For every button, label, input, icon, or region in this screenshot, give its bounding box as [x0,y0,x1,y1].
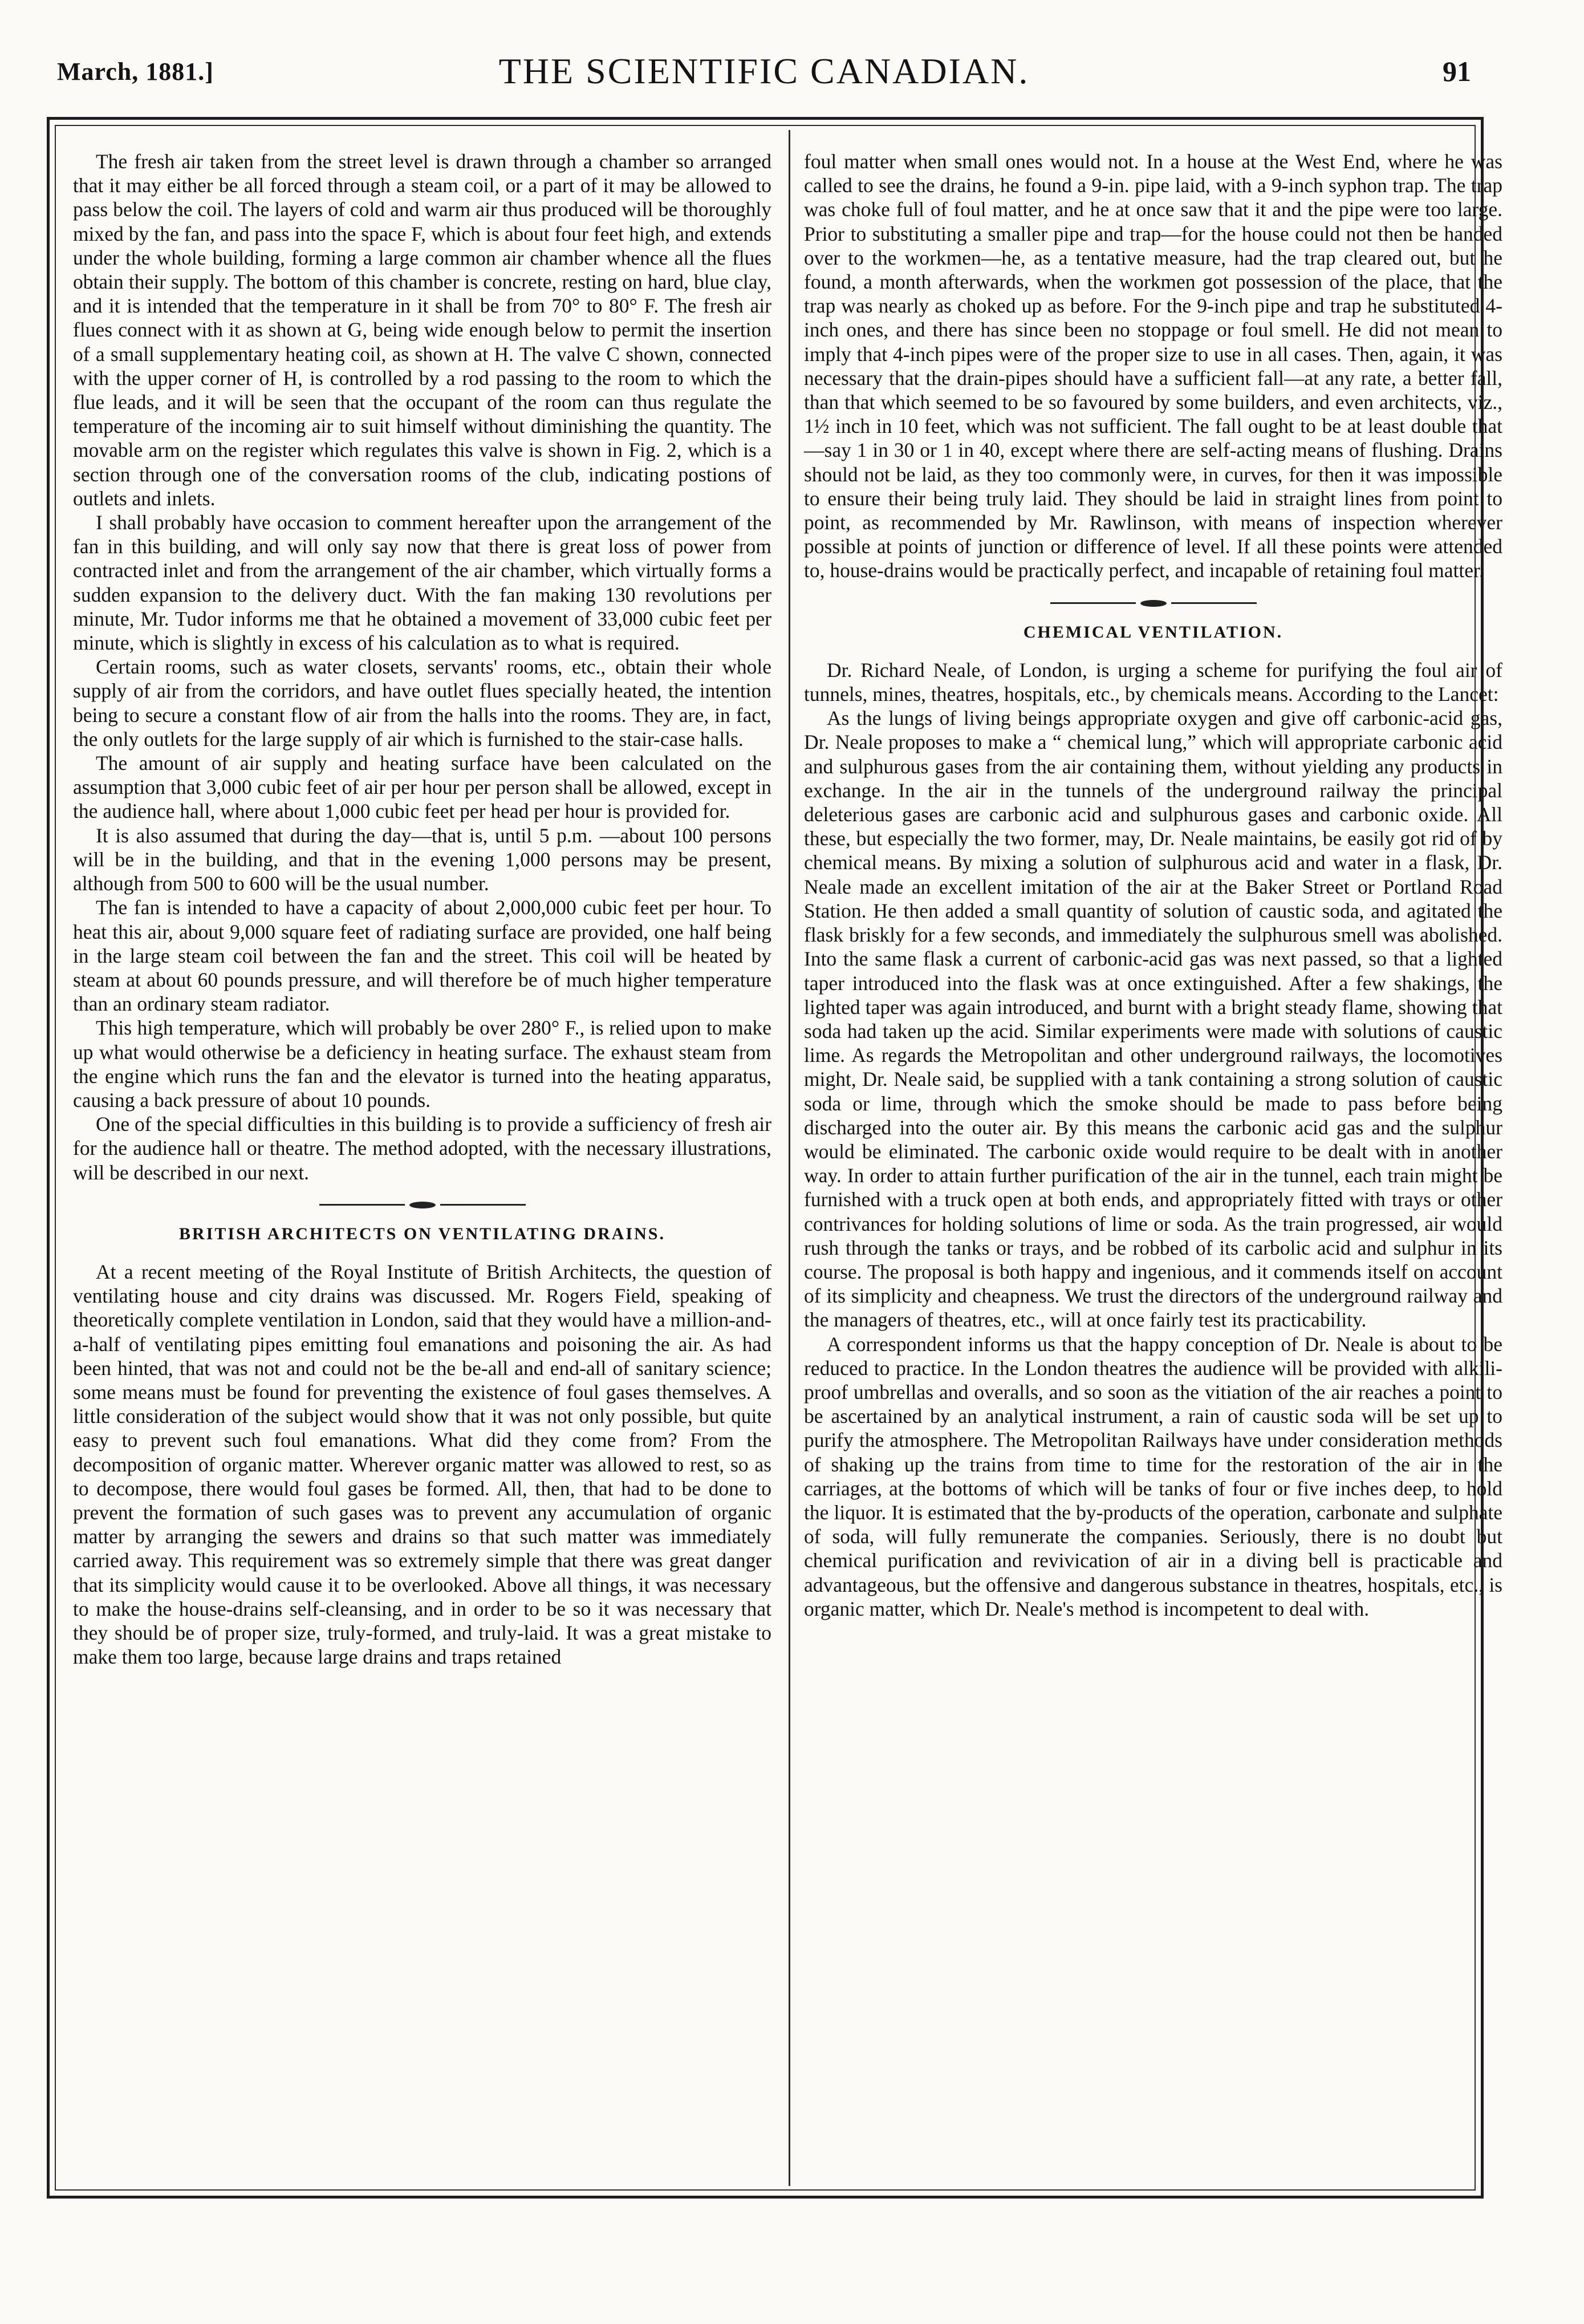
paragraph: The fan is intended to have a capacity of about 2,000,000 cubic feet per hour. To heat this air, about 9,000 square feet of radiating surface are provided, one half being in the large steam coil between the fan and the street. This coil will be heated by steam at about 60 pounds pressure, and will therefore be of much higher temperature than an ordinary steam radiator. [73,896,771,1016]
paragraph: As the lungs of living beings appropriate oxygen and give off carbonic-acid gas, Dr. Neale proposes to make a “ chemical lung,” which will appropriate carbonic acid and sulphurous gases from the air containing them, without yielding any products in exchange. In the air in the tunnels of the underground railway the principal deleterious gases are carbonic acid and sulphurous gases and carbonic oxide. All these, but especially the two former, may, Dr. Neale maintains, be easily got rid of by chemical means. By mixing a solution of sulphurous acid and water in a flask, Dr. Neale made an excellent imitation of the air at the Baker Street or Portland Road Station. He then added a small quantity of solution of caustic soda, and agitated the flask briskly for a few seconds, and immediately the sulphurous smell was abolished. Into the same flask a current of carbonic-acid gas was next passed, so that a lighted taper introduced into the flask was at once extinguished. After a few shakings, the lighted taper was again introduced, and burnt with a bright steady flame, showing that soda had taken up the acid. Similar experiments were made with solutions of caustic lime. As regards the Metropolitan and other underground railways, the locomotives might, Dr. Neale said, be supplied with a tank containing a strong solution of caustic soda or lime, through which the smoke should be made to pass before being discharged into the outer air. By this means the carbonic acid gas and the sulphur would be eliminated. The carbonic oxide would require to be dealt with in another way. In order to attain further purification of the air in the tunnel, each train might be furnished with a truck open at both ends, and appropriately fitted with trays or other contrivances for holding solutions of lime or soda. As the train progressed, air would rush through the tanks or trays, and be robbed of its carbolic acid and sulphur in its course. The proposal is both happy and ingenious, and it commends itself on account of its simplicity and cheapness. We trust the directors of the underground railway and the managers of theatres, etc., will at once fairly test its practicability. [804,707,1502,1332]
ornament-rule [1171,602,1257,604]
paragraph: Certain rooms, such as water closets, servants' rooms, etc., obtain their whole supply of air from the corridors, and have outlet flues specially heated, the intention being to secure a constant flow of air from the halls into the rooms. They are, in fact, the only outlets for the large supply of air which is furnished to the stair-case halls. [73,655,771,751]
ornament-rule [1050,602,1136,604]
publication-title: THE SCIENTIFIC CANADIAN. [498,51,1030,91]
ornament-rule [319,1204,405,1206]
ornament-center [1140,600,1167,607]
paragraph: One of the special difficulties in this building is to provide a sufficiency of fresh air for the audience hall or theatre. The method adopted, with the necessary illustrations, will be described in our next. [73,1113,771,1184]
paragraph: This high temperature, which will probably be over 280° F., is relied upon to make up what would otherwise be a deficiency in heating surface. The exhaust steam from the engine which runs the fan and the elevator is turned into the heating apparatus, causing a back pressure of about 10 pounds. [73,1016,771,1112]
paragraph: The amount of air supply and heating surface have been calculated on the assumption that 3,000 cubic feet of air per hour per person shall be allowed, except in the audience hall, where about 1,000 cubic feet per head per hour is provided for. [73,752,771,823]
ornament-rule [440,1204,526,1206]
column-divider [789,130,790,2186]
paragraph: At a recent meeting of the Royal Institute of British Architects, the question of ventilating house and city drains was discussed. Mr. Rogers Field, speaking of theoretically complete ventilation in London, said that they would have a million-and-a-half of ventilating pipes emitting foul emanations and poisoning the air. As had been hinted, that was not and could not be the be-all and end-all of sanitary science; some means must be found for preventing the existence of foul gases themselves. A little consideration of the subject would show that it was not only possible, but quite easy to prevent such foul emanations. What did they come from? From the decomposition of organic matter. Wherever organic matter was allowed to rest, so as to decompose, there would foul gases be formed. All, then, that had to be done to prevent the formation of such gases was to prevent any accumulation of organic matter by arranging the sewers and drains so that such matter was immediately carried away. This requirement was so extremely simple that there was great danger that its simplicity would cause it to be overlooked. Above all things, it was necessary to make the house-drains self-cleansing, and in order to be so it was necessary that they should be of proper size, truly-formed, and truly-laid. It was a great mistake to make them too large, because large drains and traps retained [73,1260,771,1669]
paragraph: I shall probably have occasion to comment hereafter upon the arrangement of the fan in this building, and will only say now that there is great loss of power from contracted inlet and from the arrangement of the air chamber, which virtually forms a sudden expansion to the delivery duct. With the fan making 130 revolutions per minute, Mr. Tudor informs me that he obtained a movement of 33,000 cubic feet per minute, which is slightly in excess of his calculation as to what is required. [73,511,771,655]
continued-paragraph: foul matter when small ones would not. In a house at the West End, where he was called to see the drains, he found a 9-in. pipe laid, with a 9-inch syphon trap. The trap was choke full of foul matter, and he at once saw that it and the pipe were too large. Prior to substituting a smaller pipe and trap—for the house could not then be handed over to the workmen—he, as a tentative measure, had the trap cleared out, but he found, a month afterwards, when the workmen got possession of the place, that the trap was nearly as choked up as before. For the 9-inch pipe and trap he substituted 4-inch ones, and there has since been no stoppage or foul smell. He did not mean to imply that 4-inch pipes were of the proper size to use in all cases. Then, again, it was necessary that the drain-pipes should have a sufficient fall—at any rate, a better fall, than that which seemed to be so favoured by some builders, and even architects, viz., 1½ inch in 10 feet, which was not sufficient. The fall ought to be at least double that—say 1 in 30 or 1 in 40, except where there are self-acting means of flushing. Drains should not be laid, as they too commonly were, in curves, for then it was impossible to ensure their being truly laid. They should be laid in straight lines from point to point, as recommended by Mr. Rawlinson, with means of inspection wherever possible at points of junction or difference of level. If all these points were attended to, house-drains would be practically perfect, and incapable of retaining foul matter. [804,150,1502,582]
paragraph: Dr. Richard Neale, of London, is urging a scheme for purifying the foul air of tunnels, mines, theatres, hospitals, etc., by chemicals means. According to the Lancet: [804,658,1502,706]
ornament-center [409,1202,436,1208]
section-heading-drains: BRITISH ARCHITECTS ON VENTILATING DRAINS. [179,1224,665,1243]
paragraph: A correspondent informs us that the happy conception of Dr. Neale is about to be reduced to practice. In the London theatres the audience will be provided with alkili-proof umbrellas and overalls, and so soon as the vitiation of the air reaches a point to be ascertained by an analytical instrument, a rain of caustic soda will be set up to purify the atmosphere. The Metropolitan Railways have under consideration methods of shaking up the trains from time to time for the restoration of the air in the carriages, at the bottoms of which will be tanks of four or five inches deep, to hold the liquor. It is estimated that the by-products of the operation, carbonate and sulphate of soda, will fully remunerate the companies. Seriously, there is no doubt but chemical purification and revivication of air in a diving bell is practicable and advantageous, but the offensive and dangerous substance in theatres, hospitals, etc., is organic matter, which Dr. Neale's method is incompetent to deal with. [804,1332,1502,1620]
right-column [804,149,1502,1621]
paragraph: It is also assumed that during the day—that is, until 5 p.m. —about 100 persons will be in the building, and that in the evening 1,000 persons may be present, although from 500 to 600 will be the usual number. [73,824,771,895]
paragraph: The fresh air taken from the street level is drawn through a chamber so arranged that it may either be all forced through a steam coil, or a part of it may be allowed to pass below the coil. The layers of cold and warm air thus produced will be thoroughly mixed by the fan, and pass into the space F, which is about four feet high, and extends under the whole building, forming a large common air chamber whence all the flues obtain their supply. The bottom of this chamber is concrete, resting on hard, blue clay, and it is intended that the temperature in it shall be from 70° to 80° F. The fresh air flues connect with it as shown at G, being wide enough below to permit the insertion of a small supplementary heating coil, as shown at H. The valve C shown, connected with the upper corner of H, is controlled by a rod passing to the room to which the flue leads, and it will be seen that the occupant of the room can thus regulate the temperature of the incoming air to suit himself without diminishing the quantity. The movable arm on the register which regulates this valve is shown in Fig. 2, which is a section through one of the conversation rooms of the club, indicating postions of outlets and inlets. [73,150,771,510]
section-ornament [73,1202,771,1208]
section-ornament [804,600,1502,607]
issue-date: March, 1881.] [57,58,214,86]
section-heading-chemical-ventilation: CHEMICAL VENTILATION. [1023,622,1284,642]
left-column [73,149,771,1669]
page-number: 91 [1443,55,1471,87]
page-header [57,50,1471,102]
